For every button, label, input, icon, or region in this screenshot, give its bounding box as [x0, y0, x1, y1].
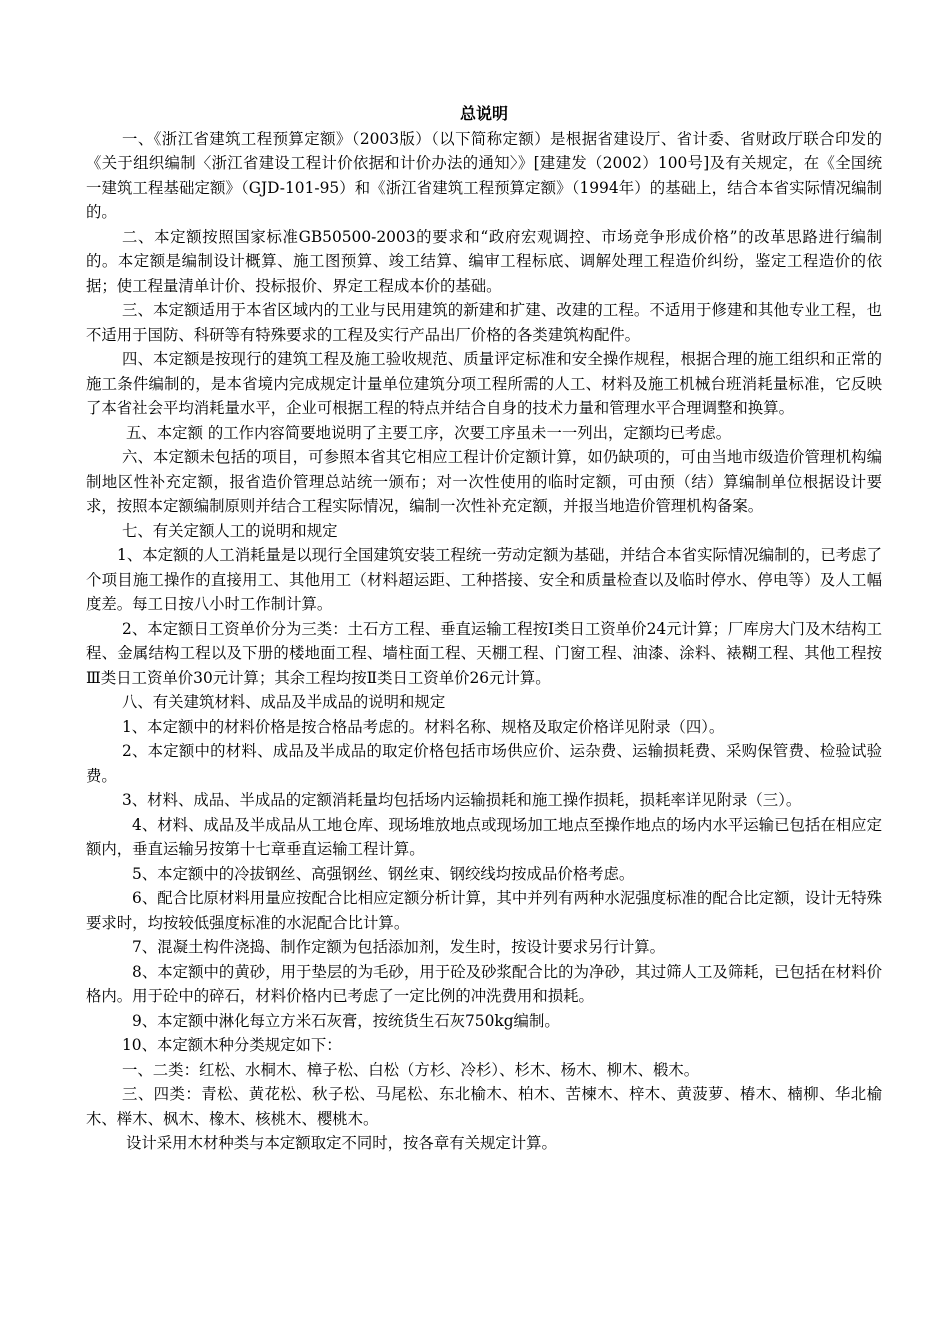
paragraph-3-scope: 三、本定额适用于本省区域内的工业与民用建筑的新建和扩建、改建的工程。不适用于修建和其他专业工程，也不适用于国防、科研等有特殊要求的工程及实行产品出厂价格的各类建筑构配件。 [86, 301, 882, 344]
section-8-item-5: 5、本定额中的冷拔钢丝、高强钢丝、钢丝束、钢绞线均按成品价格考虑。 [132, 864, 635, 883]
document-page [86, 102, 882, 1156]
section-8-item-8: 8、本定额中的黄砂，用于垫层的为毛砂，用于砼及砂浆配合比的为净砂，其过筛人工及筛耗，已包括在材料价格内。用于砼中的碎石，材料价格内已考虑了一定比例的冲洗费用和损耗。 [86, 962, 882, 1005]
section-8-heading: 八、有关建筑材料、成品及半成品的说明和规定 [122, 693, 446, 711]
closing-note: 设计采用木材种类与本定额取定不同时，按各章有关规定计算。 [126, 1134, 557, 1152]
paragraph-4-basis: 四、本定额是按现行的建筑工程及施工验收规范、质量评定标准和安全操作规程，根据合理的施工组织和正常的施工条件编制的，是本省境内完成规定计量单位建筑分项工程所需的人工、材料及施工机械台班消耗量标准，它反映了本省社会平均消耗量水平，企业可根据工程的特点并结合自身的技术力量和管理水平合理调整和换算。 [86, 350, 882, 417]
section-8-item-3: 3、材料、成品、半成品的定额消耗量均包括场内运输损耗和施工操作损耗，损耗率详见附录（三）。 [122, 791, 802, 809]
paragraph-2-principle: 二、本定额按照国家标准GB50500-2003的要求和“政府宏观调控、市场竞争形成价格”的改革思路进行编制的。本定额是编制设计概算、施工图预算、竣工结算、编审工程标底、调解处理工程造价纠纷，鉴定工程造价的依据；使工程量清单计价、投标报价、界定工程成本价的基础。 [86, 227, 882, 295]
section-8-item-6: 6、配合比原材料用量应按配合比相应定额分析计算，其中并列有两种水泥强度标准的配合比定额，设计无特殊要求时，均按较低强度标准的水泥配合比计算。 [86, 889, 882, 932]
section-8-item-7: 7、混凝土构件浇捣、制作定额为包括添加剂，发生时，按设计要求另行计算。 [132, 938, 666, 956]
paragraph-5-work-content: 五、本定额 的工作内容简要地说明了主要工序，次要工序虽未一一列出，定额均已考虑。 [126, 423, 732, 442]
wood-class-3-4: 三、四类：青松、黄花松、秋子松、马尾松、东北榆木、柏木、苦楝木、梓木、黄菠萝、椿木、楠柳、华北榆木、榉木、枫木、橡木、核桃木、樱桃木。 [86, 1085, 882, 1128]
paragraph-1-source: 一、《浙江省建筑工程预算定额》（2003版）（以下简称定额）是根据省建设厅、省计委、省财政厅联合印发的《关于组织编制〈浙江省建设工程计价依据和计价办法的通知〉》[建建发（2002）100号]及有关规定，在《全国统一建筑工程基础定额》（GJD-101-95）和《浙江省建筑工程预算定额》（1994年）的基础上，结合本省实际情况编制的。 [86, 129, 882, 221]
section-7-item-1: 1、本定额的人工消耗量是以现行全国建筑安装工程统一劳动定额为基础，并结合本省实际情况编制的，已考虑了个项目施工操作的直接用工、其他用工（材料超运距、工种搭接、安全和质量检查以及临时停水、停电等）及人工幅度差。每工日按八小时工作制计算。 [86, 546, 882, 613]
section-8-item-1: 1、本定额中的材料价格是按合格品考虑的。材料名称、规格及取定价格详见附录（四）。 [122, 717, 725, 736]
paragraph-6-supplement: 六、本定额未包括的项目，可参照本省其它相应工程计价定额计算，如仍缺项的，可由当地市级造价管理机构编制地区性补充定额，报省造价管理总站统一颁布；对一次性使用的临时定额，可由预（结）算编制单位根据设计要求，按照本定额编制原则并结合工程实际情况，编制一次性补充定额，并报当地造价管理机构备案。 [86, 448, 882, 515]
section-8-item-10: 10、本定额木种分类规定如下： [122, 1036, 342, 1054]
wood-class-1-2: 一、二类：红松、水桐木、樟子松、白松（方杉、冷杉）、杉木、杨木、柳木、椴木。 [122, 1060, 700, 1079]
section-7-heading: 七、有关定额人工的说明和规定 [122, 521, 338, 540]
section-8-item-2: 2、本定额中的材料、成品及半成品的取定价格包括市场供应价、运杂费、运输损耗费、采购保管费、检验试验费。 [86, 742, 882, 785]
section-7-item-2: 2、本定额日工资单价分为三类：土石方工程、垂直运输工程按Ⅰ类日工资单价24元计算；厂库房大门及木结构工程、金属结构工程以及下册的楼地面工程、墙柱面工程、天棚工程、门窗工程、油漆、涂料、裱糊工程、其他工程按Ⅲ类日工资单价30元计算；其余工程均按Ⅱ类日工资单价26元计算。 [86, 619, 882, 687]
document-title: 总说明 [459, 104, 508, 123]
section-8-item-9: 9、本定额中淋化每立方米石灰膏，按统货生石灰750kg编制。 [132, 1011, 560, 1030]
section-8-item-4: 4、材料、成品及半成品从工地仓库、现场堆放地点或现场加工地点至操作地点的场内水平运输已包括在相应定额内，垂直运输另按第十七章垂直运输工程计算。 [86, 815, 882, 858]
